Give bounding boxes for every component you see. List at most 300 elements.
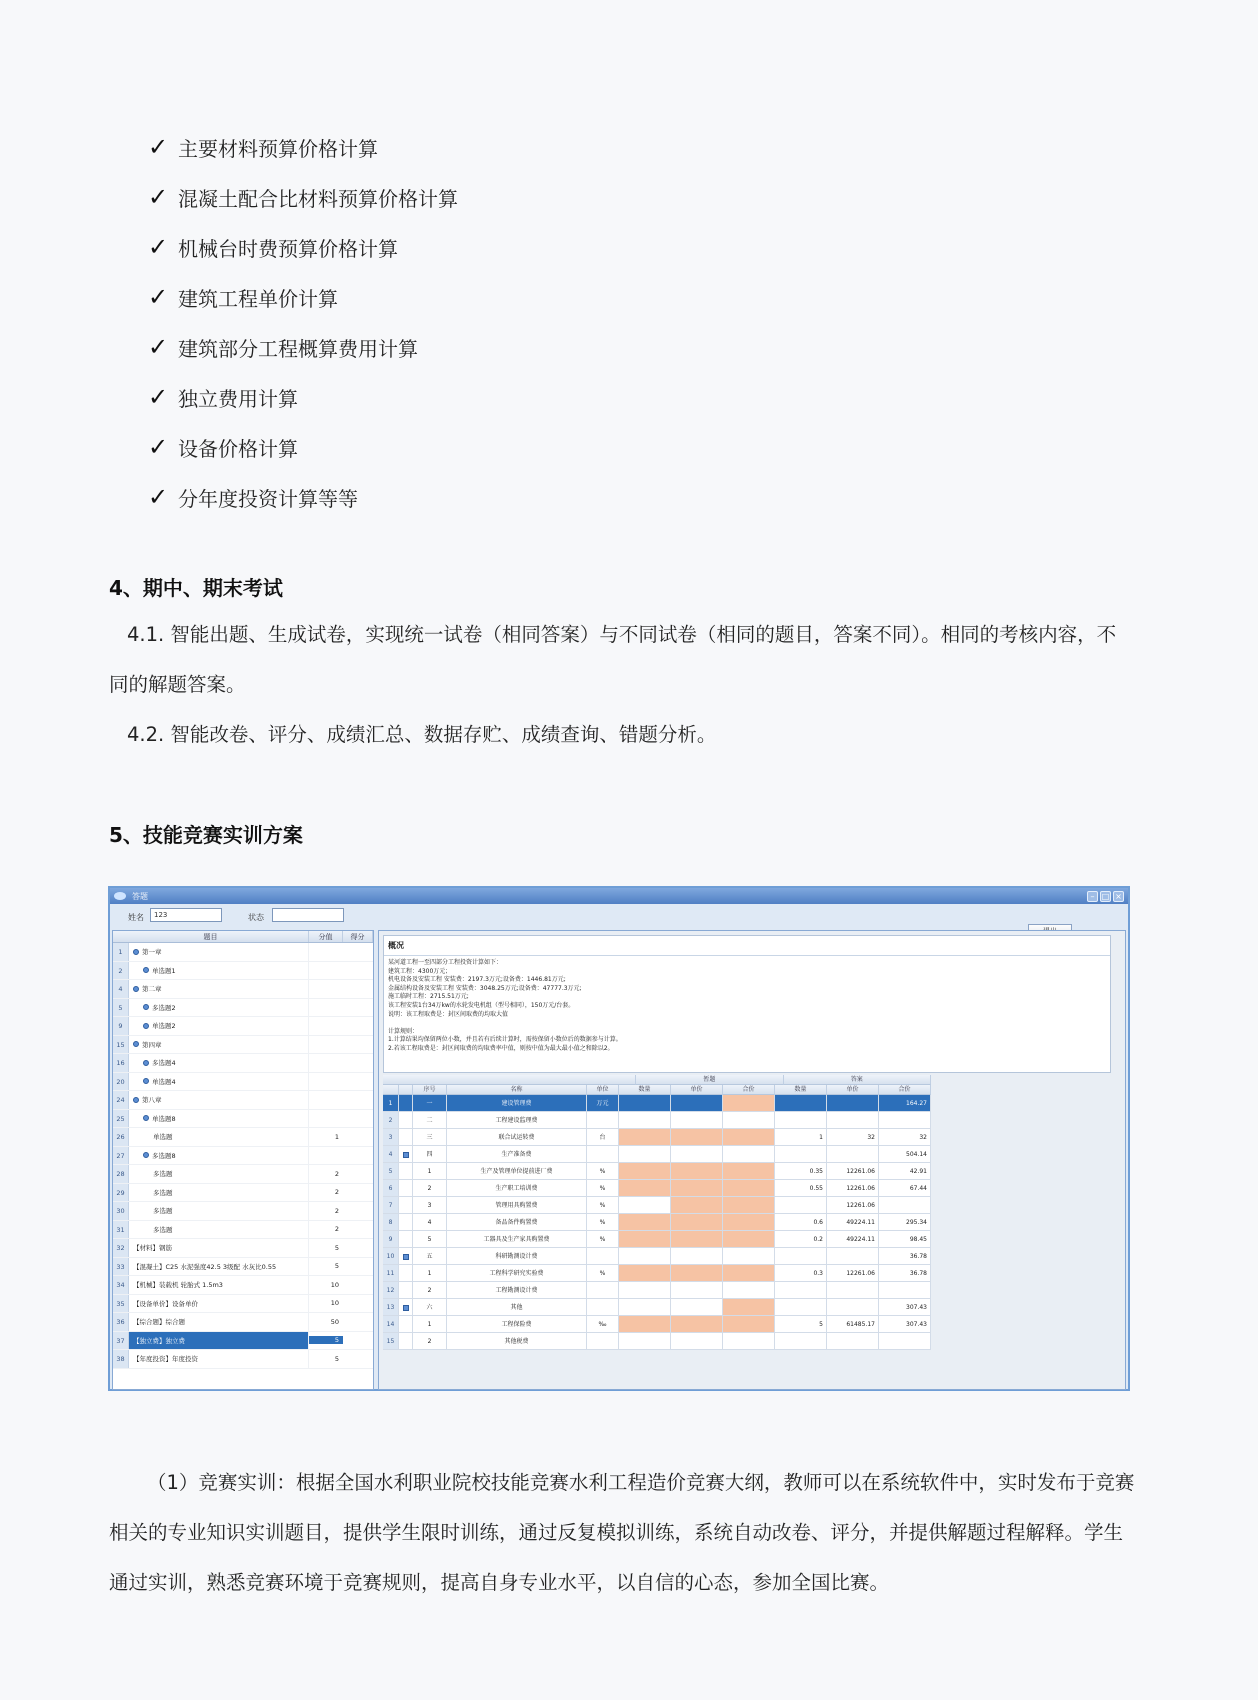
grid-row[interactable]: [383, 1129, 931, 1146]
question-row-title-text: 【设备单价】设备单价: [133, 1299, 198, 1308]
grid-row-name: 工器具及生产家具购置费: [447, 1231, 587, 1248]
grid-row-seq: 2: [413, 1333, 447, 1350]
grid-row-seq: 四: [413, 1146, 447, 1163]
grid-answer-total: [879, 1282, 931, 1299]
grid-answer-total: 32: [879, 1129, 931, 1146]
section-4-paragraph-1: [109, 610, 1135, 710]
grid-row-expand: [399, 1282, 413, 1299]
expand-icon[interactable]: [403, 1254, 409, 1260]
grid-group-answer: 答案: [784, 1075, 931, 1085]
question-row-title: [129, 1313, 309, 1331]
grid-answer-qty: [775, 1282, 827, 1299]
question-row-title: [129, 1036, 309, 1054]
question-row[interactable]: [113, 1258, 373, 1277]
question-row-title-text: 【混凝土】C25 水泥强度42.5 3级配 水灰比0.55: [133, 1262, 277, 1271]
grid-row-unit: 万元: [587, 1095, 619, 1112]
grid-row-number: 8: [383, 1214, 399, 1231]
grid-row[interactable]: [383, 1180, 931, 1197]
grid-answer-qty: 1: [775, 1129, 827, 1146]
grid-row-seq: 二: [413, 1112, 447, 1129]
grid-row-seq: 三: [413, 1129, 447, 1146]
grid-answer-price: [827, 1112, 879, 1129]
checkmark-icon: ✓: [148, 433, 169, 461]
grid-input-total[interactable]: [723, 1333, 775, 1350]
grid-row-expand: [399, 1129, 413, 1146]
grid-input-total[interactable]: [723, 1180, 775, 1197]
question-row-number: 34: [113, 1276, 129, 1294]
grid-row-number: 7: [383, 1197, 399, 1214]
grid-row-name: 备品备件购置费: [447, 1214, 587, 1231]
grid-row-unit: %: [587, 1180, 619, 1197]
question-row-number: 30: [113, 1202, 129, 1220]
tree-node-icon[interactable]: [133, 1097, 139, 1103]
tree-node-icon[interactable]: [133, 986, 139, 992]
grid-input-total[interactable]: [723, 1299, 775, 1316]
checklist-item: [148, 372, 458, 422]
grid-row[interactable]: [383, 1248, 931, 1265]
grid-row-expand: [399, 1231, 413, 1248]
grid-row-number: 2: [383, 1112, 399, 1129]
grid-input-price[interactable]: [671, 1146, 723, 1163]
grid-answer-total: 164.27: [879, 1095, 931, 1112]
grid-answer-price: 12261.06: [827, 1163, 879, 1180]
tree-node-icon[interactable]: [143, 1078, 149, 1084]
grid-row-expand: [399, 1163, 413, 1180]
grid-row-name: 科研勘测设计费: [447, 1248, 587, 1265]
question-tree-rows: [113, 943, 373, 1369]
grid-input-price[interactable]: [671, 1265, 723, 1282]
checklist-item: [148, 172, 458, 222]
section-4-paragraph-2-text: 4.2. 智能改卷、评分、成绩汇总、数据存贮、成绩查询、错题分析。: [127, 723, 717, 746]
grid-row-unit: [587, 1146, 619, 1163]
grid-input-total[interactable]: [723, 1112, 775, 1129]
question-row-number: 4: [113, 980, 129, 998]
grid-input-qty[interactable]: [619, 1299, 671, 1316]
question-row-title: [129, 1276, 309, 1294]
tree-node-icon[interactable]: [143, 967, 149, 973]
grid-answer-price: [827, 1299, 879, 1316]
checkmark-icon: ✓: [148, 133, 169, 161]
grid-col-seq: 序号: [413, 1085, 447, 1095]
question-row[interactable]: [113, 1221, 373, 1240]
app-titlebar: [110, 888, 1128, 904]
name-input[interactable]: 123: [150, 908, 222, 922]
question-row-number: 2: [113, 962, 129, 980]
grid-input-total[interactable]: [723, 1146, 775, 1163]
question-row-title: [129, 1295, 309, 1313]
checklist-item: [148, 322, 458, 372]
grid-row-name: 工程勘测设计费: [447, 1282, 587, 1299]
grid-answer-total: 67.44: [879, 1180, 931, 1197]
grid-row[interactable]: [383, 1231, 931, 1248]
checklist-item-label: 分年度投资计算等等: [178, 486, 358, 511]
section-4-paragraph-2: [109, 710, 1135, 760]
grid-input-qty[interactable]: [619, 1146, 671, 1163]
question-row[interactable]: [113, 962, 373, 981]
grid-row-name: 工程科学研究实验费: [447, 1265, 587, 1282]
checkmark-icon: ✓: [148, 483, 169, 511]
question-row-title: [129, 999, 309, 1017]
grid-answer-qty: [775, 1333, 827, 1350]
tree-node-icon[interactable]: [143, 1060, 149, 1066]
answer-panel: [378, 930, 1126, 1390]
checklist-item-label: 建筑工程单价计算: [178, 286, 338, 311]
tree-node-icon[interactable]: [133, 1041, 139, 1047]
grid-row-name: 工程保险费: [447, 1316, 587, 1333]
question-row-title: [129, 1202, 309, 1220]
grid-answer-total: 295.34: [879, 1214, 931, 1231]
question-row-title-text: 多选题: [153, 1188, 173, 1197]
grid-row-expand: [399, 1214, 413, 1231]
question-row[interactable]: [113, 1073, 373, 1092]
grid-row-number: 4: [383, 1146, 399, 1163]
grid-row-seq: 1: [413, 1316, 447, 1333]
question-row-score: 10: [330, 1299, 339, 1308]
grid-input-qty[interactable]: [619, 1265, 671, 1282]
grid-input-qty[interactable]: [619, 1231, 671, 1248]
question-row-score: 10: [330, 1280, 339, 1289]
grid-row-seq: 1: [413, 1265, 447, 1282]
question-row-title: [129, 962, 309, 980]
grid-row-number: 9: [383, 1231, 399, 1248]
grid-input-qty[interactable]: [619, 1316, 671, 1333]
grid-row-unit: 台: [587, 1129, 619, 1146]
question-row[interactable]: [113, 1295, 373, 1314]
grid-row[interactable]: [383, 1197, 931, 1214]
grid-row-expand: [399, 1316, 413, 1333]
question-row-number: 15: [113, 1036, 129, 1054]
app-logo-icon: [114, 892, 126, 900]
grid-input-total[interactable]: [723, 1316, 775, 1333]
question-row-title: [129, 1165, 309, 1183]
grid-answer-price: [827, 1146, 879, 1163]
question-row-score: 2: [334, 1206, 339, 1215]
grid-answer-qty: 0.35: [775, 1163, 827, 1180]
grid-row[interactable]: [383, 1316, 931, 1333]
question-row[interactable]: [113, 1128, 373, 1147]
grid-row-unit: ‰: [587, 1316, 619, 1333]
grid-row-name: 其他税费: [447, 1333, 587, 1350]
question-row-title-text: 【材料】钢筋: [133, 1244, 172, 1253]
grid-row-name: 生产及管理单位提前进厂费: [447, 1163, 587, 1180]
question-row[interactable]: [113, 1054, 373, 1073]
question-row-title-text: 第八章: [142, 1096, 162, 1105]
checklist-item: [148, 222, 458, 272]
question-row-title: [129, 1350, 309, 1368]
grid-input-price[interactable]: [671, 1248, 723, 1265]
question-row[interactable]: [113, 1276, 373, 1295]
question-row[interactable]: [113, 1313, 373, 1332]
grid-row-seq: 六: [413, 1299, 447, 1316]
status-input[interactable]: [272, 908, 344, 922]
question-row-number: 38: [113, 1350, 129, 1368]
question-row[interactable]: [113, 1165, 373, 1184]
grid-rows: [383, 1095, 931, 1350]
question-row-number: 29: [113, 1184, 129, 1202]
question-row[interactable]: [113, 980, 373, 999]
question-row-score: 5: [334, 1354, 339, 1363]
question-row[interactable]: [113, 1036, 373, 1055]
question-row[interactable]: [113, 1147, 373, 1166]
grid-input-price[interactable]: [671, 1197, 723, 1214]
checkmark-icon: ✓: [148, 233, 169, 261]
checklist-item: [148, 122, 458, 172]
tree-node-icon[interactable]: [143, 1004, 149, 1010]
grid-row-name: 其他: [447, 1299, 587, 1316]
grid-col-total: 合价: [723, 1085, 775, 1095]
grid-row-unit: %: [587, 1197, 619, 1214]
grid-row-unit: %: [587, 1265, 619, 1282]
grid-row-unit: [587, 1299, 619, 1316]
question-row[interactable]: [113, 1017, 373, 1036]
grid-row-number: 1: [383, 1095, 399, 1112]
question-tree-header: [113, 931, 373, 943]
grid-input-price[interactable]: [671, 1095, 723, 1112]
checklist-item: [148, 272, 458, 322]
grid-input-price[interactable]: [671, 1112, 723, 1129]
section-5-paragraph-1-text: （1）竞赛实训：根据全国水利职业院校技能竞赛水利工程造价竞赛大纲，教师可以在系统软件中，实时发布于竞赛相关的专业知识实训题目，提供学生限时训练，通过反复模拟训练，系统自动改卷、评分，并提供解题过程解释。学生通过实训，熟悉竞赛环境于竞赛规则，提高自身专业水平，以自信的心态，参加全国比赛。: [109, 1471, 1135, 1594]
grid-input-qty[interactable]: [619, 1112, 671, 1129]
question-row-title: [129, 1258, 309, 1276]
question-row-score: 5: [334, 1243, 339, 1252]
grid-col-price: 单价: [671, 1085, 723, 1095]
checklist-item-label: 设备价格计算: [178, 436, 298, 461]
grid-answer-qty: [775, 1197, 827, 1214]
question-row-title-text: 第一章: [142, 948, 162, 957]
grid-input-qty[interactable]: [619, 1282, 671, 1299]
grid-row[interactable]: [383, 1095, 931, 1112]
grid-input-price[interactable]: [671, 1163, 723, 1180]
grid-input-qty[interactable]: [619, 1180, 671, 1197]
grid-input-price[interactable]: [671, 1231, 723, 1248]
grid-row-number: 13: [383, 1299, 399, 1316]
grid-input-qty[interactable]: [619, 1333, 671, 1350]
question-row-number: 9: [113, 1017, 129, 1035]
section-4-heading: 4、期中、期末考试: [109, 576, 283, 600]
grid-row-unit: [587, 1112, 619, 1129]
question-row-title-text: 多选题8: [152, 1151, 176, 1160]
question-row[interactable]: [113, 999, 373, 1018]
feature-checklist: [148, 122, 458, 522]
question-row-number: 20: [113, 1073, 129, 1091]
grid-column-header: [383, 1085, 931, 1095]
name-label: 姓名: [128, 913, 144, 922]
grid-row[interactable]: [383, 1299, 931, 1316]
grid-group-header: [383, 1075, 931, 1085]
expand-icon[interactable]: [403, 1305, 409, 1311]
question-row-title: [129, 1147, 309, 1165]
checkmark-icon: ✓: [148, 283, 169, 311]
grid-input-qty[interactable]: [619, 1197, 671, 1214]
grid-answer-qty: [775, 1095, 827, 1112]
question-row[interactable]: [113, 1350, 373, 1369]
grid-col-name: 名称: [447, 1085, 587, 1095]
grid-row-unit: [587, 1333, 619, 1350]
grid-row-name: 联合试运转费: [447, 1129, 587, 1146]
header-got: 得分: [343, 931, 373, 942]
question-row-title-text: 单选题1: [152, 966, 176, 975]
checkmark-icon: ✓: [148, 383, 169, 411]
checkmark-icon: ✓: [148, 333, 169, 361]
grid-row-expand: [399, 1299, 413, 1316]
question-row-title-text: 【机械】装载机 轮胎式 1.5m3: [133, 1281, 223, 1290]
section-5-heading: 5、技能竞赛实训方案: [109, 823, 303, 847]
tree-node-icon[interactable]: [133, 949, 139, 955]
question-row-title: [129, 1054, 309, 1072]
question-row-number: 32: [113, 1239, 129, 1257]
checklist-item-label: 混凝土配合比材料预算价格计算: [178, 186, 458, 211]
checklist-item-label: 独立费用计算: [178, 386, 298, 411]
question-row-number: 37: [113, 1332, 129, 1350]
grid-input-qty[interactable]: [619, 1163, 671, 1180]
question-row-title-text: 多选题: [153, 1207, 173, 1216]
grid-row-number: 15: [383, 1333, 399, 1350]
grid-input-price[interactable]: [671, 1180, 723, 1197]
grid-input-price[interactable]: [671, 1129, 723, 1146]
grid-input-total[interactable]: [723, 1129, 775, 1146]
grid-input-price[interactable]: [671, 1299, 723, 1316]
question-row-number: 5: [113, 999, 129, 1017]
grid-answer-qty: 0.3: [775, 1265, 827, 1282]
grid-answer-price: [827, 1282, 879, 1299]
grid-answer-qty: [775, 1146, 827, 1163]
grid-row[interactable]: [383, 1163, 931, 1180]
question-row-number: 16: [113, 1054, 129, 1072]
question-row[interactable]: [113, 943, 373, 962]
question-row-title-text: 【独立费】独立费: [133, 1336, 185, 1345]
tree-node-icon[interactable]: [143, 1152, 149, 1158]
question-tree-panel: [112, 930, 374, 1390]
question-row-number: 26: [113, 1128, 129, 1146]
grid-row-expand: [399, 1180, 413, 1197]
grid-answer-total: 504.14: [879, 1146, 931, 1163]
tree-node-icon[interactable]: [143, 1115, 149, 1121]
question-row-title-text: 单选题8: [152, 1114, 176, 1123]
grid-input-total[interactable]: [723, 1163, 775, 1180]
grid-answer-price: 61485.17: [827, 1316, 879, 1333]
section-4-paragraph-1-text: 4.1. 智能出题、生成试卷，实现统一试卷（相同答案）与不同试卷（相同的题目，答案不同）。相同的考核内容，不同的解题答案。: [109, 623, 1117, 696]
question-row[interactable]: [113, 1184, 373, 1203]
grid-col-rownum: [383, 1085, 399, 1095]
question-row-number: 1: [113, 943, 129, 961]
grid-row[interactable]: [383, 1146, 931, 1163]
grid-input-price[interactable]: [671, 1316, 723, 1333]
grid-answer-total: 42.91: [879, 1163, 931, 1180]
close-icon[interactable]: ×: [1113, 891, 1124, 902]
grid-row-unit: %: [587, 1214, 619, 1231]
grid-answer-price: [827, 1248, 879, 1265]
question-row-score: 2: [334, 1225, 339, 1234]
grid-row[interactable]: [383, 1282, 931, 1299]
grid-col-answer-price: 单价: [827, 1085, 879, 1095]
grid-input-total[interactable]: [723, 1248, 775, 1265]
app-title: 答题: [132, 891, 148, 901]
grid-answer-total: 307.43: [879, 1316, 931, 1333]
grid-input-price[interactable]: [671, 1214, 723, 1231]
question-row-title-text: 多选题: [153, 1170, 173, 1179]
question-row-title: [129, 1073, 309, 1091]
grid-row-number: 5: [383, 1163, 399, 1180]
grid-row-number: 14: [383, 1316, 399, 1333]
overview-box: [383, 935, 1111, 1073]
grid-input-total[interactable]: [723, 1265, 775, 1282]
question-row[interactable]: [113, 1239, 373, 1258]
question-row-score: 2: [334, 1169, 339, 1178]
grid-row-number: 3: [383, 1129, 399, 1146]
question-row[interactable]: [113, 1110, 373, 1129]
grid-input-qty[interactable]: [619, 1129, 671, 1146]
grid-input-total[interactable]: [723, 1095, 775, 1112]
tree-node-icon[interactable]: [143, 1023, 149, 1029]
question-row-title-text: 多选题2: [152, 1003, 176, 1012]
checklist-item-label: 主要材料预算价格计算: [178, 136, 378, 161]
grid-row-unit: %: [587, 1231, 619, 1248]
grid-answer-total: 36.78: [879, 1248, 931, 1265]
question-row-title: [129, 1332, 309, 1350]
grid-answer-total: 307.43: [879, 1299, 931, 1316]
question-row-title: [129, 1239, 309, 1257]
question-row-score: 1: [334, 1132, 339, 1141]
grid-answer-price: 32: [827, 1129, 879, 1146]
question-row-number: 33: [113, 1258, 129, 1276]
grid-input-total[interactable]: [723, 1197, 775, 1214]
grid-row-seq: 1: [413, 1163, 447, 1180]
grid-input-total[interactable]: [723, 1214, 775, 1231]
grid-row-expand: [399, 1197, 413, 1214]
exam-app-window: [108, 886, 1130, 1391]
expand-icon[interactable]: [403, 1152, 409, 1158]
question-row-number: 31: [113, 1221, 129, 1239]
checklist-item: [148, 422, 458, 472]
question-row[interactable]: [113, 1202, 373, 1221]
grid-answer-price: 12261.06: [827, 1197, 879, 1214]
grid-row-unit: [587, 1282, 619, 1299]
grid-input-total[interactable]: [723, 1282, 775, 1299]
question-row-title-text: 第二章: [142, 985, 162, 994]
question-row-score: 2: [334, 1188, 339, 1197]
grid-input-qty[interactable]: [619, 1095, 671, 1112]
grid-input-qty[interactable]: [619, 1248, 671, 1265]
question-row-number: 36: [113, 1313, 129, 1331]
grid-answer-qty: [775, 1248, 827, 1265]
grid-row[interactable]: [383, 1214, 931, 1231]
status-label: 状态: [248, 913, 264, 922]
question-row-number: 24: [113, 1091, 129, 1109]
question-row-title: [129, 1184, 309, 1202]
question-row-title-text: 【综合题】综合题: [133, 1318, 185, 1327]
grid-input-total[interactable]: [723, 1231, 775, 1248]
maximize-icon[interactable]: □: [1101, 891, 1110, 901]
minimize-icon[interactable]: –: [1087, 891, 1098, 902]
question-row-number: 25: [113, 1110, 129, 1128]
question-row-title: [129, 1221, 309, 1239]
grid-col-expand: [399, 1085, 413, 1095]
question-row-number: 35: [113, 1295, 129, 1313]
grid-answer-total: [879, 1333, 931, 1350]
question-row-title: [129, 943, 309, 961]
grid-input-qty[interactable]: [619, 1214, 671, 1231]
question-row-title-text: 多选题: [153, 1225, 173, 1234]
question-row[interactable]: [113, 1091, 373, 1110]
grid-answer-total: 98.45: [879, 1231, 931, 1248]
grid-row-name: 工程建设监理费: [447, 1112, 587, 1129]
grid-input-price[interactable]: [671, 1333, 723, 1350]
grid-input-price[interactable]: [671, 1282, 723, 1299]
question-row[interactable]: [113, 1332, 373, 1351]
grid-row[interactable]: [383, 1333, 931, 1350]
grid-row[interactable]: [383, 1112, 931, 1129]
grid-row[interactable]: [383, 1265, 931, 1282]
